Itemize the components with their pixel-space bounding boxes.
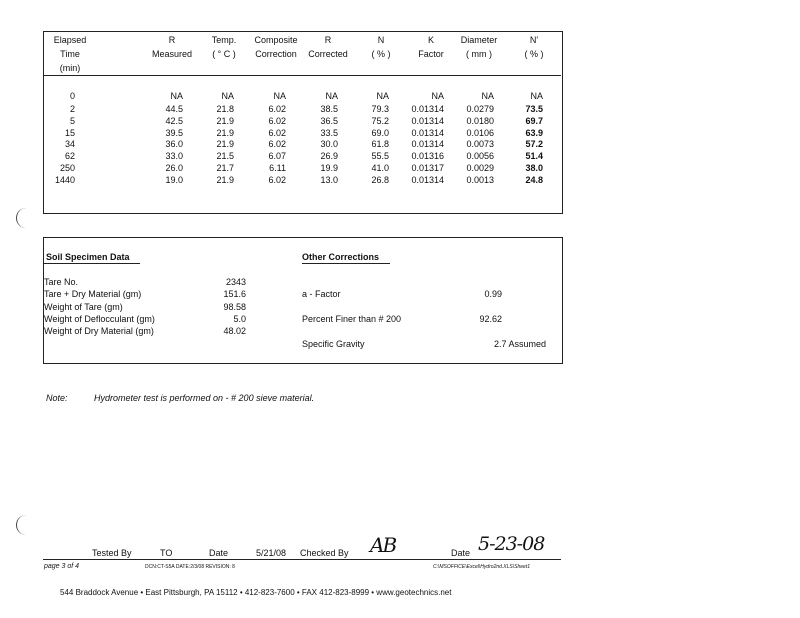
table-cell: 39.5 (165, 127, 183, 138)
table-cell: 6.02 (268, 139, 286, 150)
table-cell: 0.0279 (466, 104, 494, 114)
punch-mark (16, 208, 29, 228)
correction-value: 0.99 (484, 289, 502, 299)
date-label: Date (209, 548, 229, 558)
table-cell: 69.7 (525, 115, 543, 126)
specimen-title-underline (44, 263, 140, 264)
table-cell: 38.0 (525, 163, 543, 173)
table-cell: 44.5 (165, 104, 183, 114)
company-address: 544 Braddock Avenue • East Pittsburgh, PA 15112 • 412-823-7600 • FAX 412-823-8999 • www.geotechnics.net (60, 588, 452, 597)
page-number: page 3 of 4 (44, 563, 80, 570)
table-cell: 38.5 (320, 104, 338, 114)
table-cell: 0 (69, 91, 75, 101)
signoff-rule (43, 559, 561, 560)
correction-label: Specific Gravity (302, 339, 365, 349)
table-cell: NA (273, 91, 286, 101)
header-divider (43, 75, 561, 76)
table-cell: 26.0 (165, 163, 183, 173)
table-cell: 0.01314 (411, 127, 444, 138)
punch-mark (16, 515, 29, 535)
column-header: ( % ) (371, 49, 391, 59)
specimen-label: Weight of Deflocculant (gm) (44, 313, 155, 324)
table-cell: 0.0013 (466, 174, 494, 185)
table-cell: NA (170, 91, 183, 101)
column-header: Corrected (308, 49, 348, 59)
table-cell: 2 (69, 104, 75, 114)
column-header: Diameter (460, 35, 498, 45)
specimen-value: 5.0 (233, 313, 246, 324)
table-cell: NA (221, 91, 234, 101)
table-cell: NA (431, 91, 444, 101)
correction-value: 92.62 (479, 314, 502, 324)
correction-label: Percent Finer than # 200 (302, 314, 402, 324)
table-cell: 69.0 (371, 127, 389, 138)
column-header: K (427, 35, 434, 45)
table-cell: 0.0106 (466, 127, 494, 138)
note-text: Hydrometer test is performed on - # 200 sieve material. (94, 393, 315, 403)
table-cell: 30.0 (320, 139, 338, 150)
table-cell: 26.8 (371, 174, 389, 185)
specimen-label: Weight of Dry Material (gm) (44, 326, 154, 337)
table-cell: NA (325, 91, 338, 101)
table-cell: 34 (64, 139, 75, 150)
column-header: Correction (255, 49, 297, 59)
specimen-value: 48.02 (223, 326, 246, 337)
table-cell: 36.0 (165, 139, 183, 150)
table-cell: 0.0180 (466, 115, 494, 126)
column-header: Elapsed (53, 35, 87, 45)
table-cell: 21.7 (216, 163, 234, 173)
doc-reference: DCN:CT-S5A DATE:2/3/08 REVISION: 8 (145, 564, 235, 570)
table-cell: 0.01314 (411, 174, 444, 185)
date2-handwritten: 5-23-08 (478, 533, 545, 555)
date-value: 5/21/08 (256, 548, 287, 558)
table-cell: 73.5 (525, 104, 543, 114)
table-cell: 0.01314 (411, 104, 444, 114)
table-cell: 41.0 (371, 163, 389, 173)
column-header: ( % ) (524, 49, 544, 59)
tested-by-value: TO (160, 548, 173, 558)
column-header: R (168, 35, 176, 45)
checked-by-signature: AB (370, 533, 396, 557)
table-cell: 61.8 (371, 139, 389, 150)
table-cell: 0.0056 (466, 151, 494, 162)
column-header: Factor (418, 49, 444, 59)
table-cell: 21.5 (216, 151, 234, 162)
specimen-value: 2343 (225, 277, 246, 287)
table-cell: 6.02 (268, 115, 286, 126)
table-cell: 63.9 (525, 127, 543, 138)
specimen-title: Soil Specimen Data (46, 252, 130, 262)
table-cell: 51.4 (525, 151, 543, 162)
table-cell: 21.8 (216, 104, 234, 114)
column-header: ( mm ) (466, 49, 492, 59)
column-header: (min) (59, 63, 81, 73)
date2-label: Date (451, 548, 471, 558)
corrections-title: Other Corrections (302, 252, 380, 262)
column-header: R (324, 35, 332, 45)
table-cell: 21.9 (216, 127, 234, 138)
table-cell: 6.07 (268, 151, 286, 162)
column-header: N (377, 35, 385, 45)
table-cell: 0.01316 (411, 151, 444, 162)
table-cell: 6.02 (268, 104, 286, 114)
specimen-label: Tare No. (44, 277, 79, 287)
table-cell: 0.0073 (466, 139, 494, 150)
column-header: Composite (254, 35, 298, 45)
table-cell: 24.8 (525, 174, 543, 185)
table-cell: 15 (64, 127, 75, 138)
correction-label: a - Factor (302, 289, 341, 299)
table-cell: 57.2 (525, 139, 543, 150)
table-cell: NA (376, 91, 389, 101)
table-cell: 26.9 (320, 151, 338, 162)
table-cell: 6.02 (268, 127, 286, 138)
column-header: ( ° C ) (212, 49, 236, 59)
table-cell: 33.5 (320, 127, 338, 138)
table-cell: 79.3 (371, 104, 389, 114)
table-cell: 0.01314 (411, 115, 444, 126)
table-cell: 75.2 (371, 115, 389, 126)
tested-by-label: Tested By (92, 548, 132, 558)
specimen-label: Tare + Dry Material (gm) (44, 289, 142, 300)
column-header: Measured (151, 49, 193, 59)
specimen-value: 151.6 (223, 289, 246, 300)
table-cell: 21.9 (216, 174, 234, 185)
table-cell: 0.0029 (466, 163, 494, 173)
column-header: N' (529, 35, 539, 45)
table-cell: 1440 (54, 174, 75, 185)
column-header: Temp. (211, 35, 237, 45)
table-cell: 250 (59, 163, 75, 173)
table-cell: 5 (69, 115, 75, 126)
table-cell: 62 (64, 151, 75, 162)
table-cell: 42.5 (165, 115, 183, 126)
table-cell: 19.0 (165, 174, 183, 185)
table-cell: NA (481, 91, 494, 101)
table-cell: 19.9 (320, 163, 338, 173)
table-cell: 33.0 (165, 151, 183, 162)
note-label: Note: (46, 393, 68, 403)
table-cell: 21.9 (216, 139, 234, 150)
table-cell: 0.01317 (411, 163, 444, 173)
specimen-label: Weight of Tare (gm) (44, 301, 123, 312)
table-cell: NA (530, 91, 543, 101)
table-cell: 36.5 (320, 115, 338, 126)
corrections-title-underline (302, 263, 390, 264)
table-cell: 6.02 (268, 174, 286, 185)
correction-value: 2.7 Assumed (493, 339, 546, 349)
specimen-value: 98.58 (223, 301, 246, 312)
table-cell: 6.11 (269, 163, 286, 173)
table-cell: 55.5 (371, 151, 389, 162)
table-cell: 0.01314 (411, 139, 444, 150)
checked-by-label: Checked By (300, 548, 349, 558)
column-header: Time (60, 49, 80, 59)
table-cell: 13.0 (320, 174, 338, 185)
table-cell: 21.9 (216, 115, 234, 126)
file-path: C:\MSOFFICE\Excel\Hydro2nd.XLS\Sheet1 (433, 564, 530, 570)
